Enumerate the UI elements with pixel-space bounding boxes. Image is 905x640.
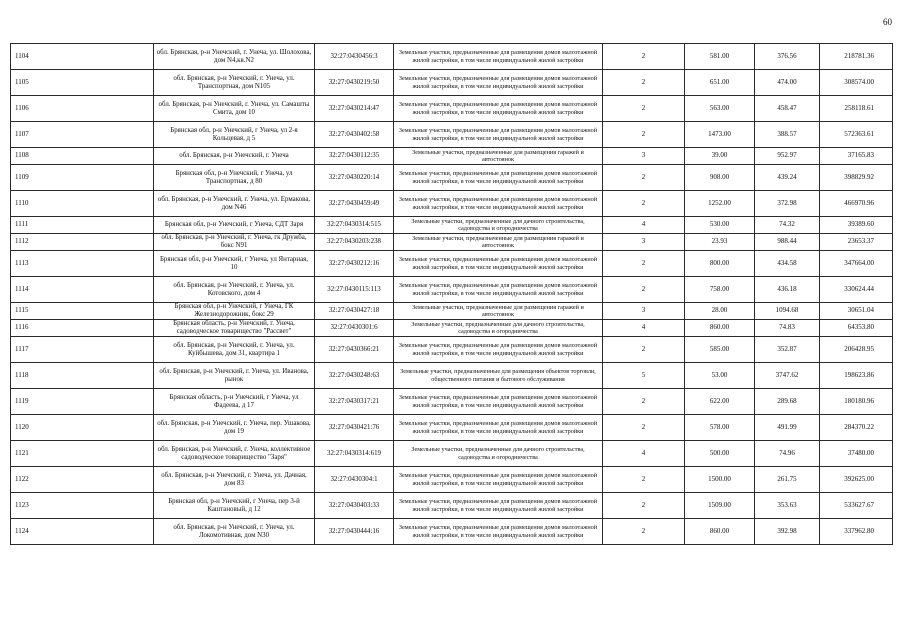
address-cell: обл. Брянская, р-н Унечский, г. Унеча, ул. Котовского, дом 4 bbox=[154, 277, 315, 303]
row-number: 1124 bbox=[11, 519, 154, 545]
cadastral-number-cell: 32:27:0430220:14 bbox=[315, 165, 394, 191]
area-cell: 800.00 bbox=[685, 251, 755, 277]
address-cell: обл. Брянская, р-н Унечский, г. Унеча, ул. Локомотивная, дом N30 bbox=[154, 519, 315, 545]
cadastral-value-cell: 206428.95 bbox=[820, 337, 893, 363]
page-number: 60 bbox=[883, 17, 892, 27]
unit-value-cell: 1094.68 bbox=[755, 303, 820, 320]
cadastral-value-cell: 37480.00 bbox=[820, 441, 893, 467]
address-cell: Брянская обл, р-н Унечский, г Унеча, СДТ Заря bbox=[154, 217, 315, 234]
address-cell: обл. Брянская, р-н Унечский, г. Унеча bbox=[154, 148, 315, 165]
cadastral-number-cell: 32:27:0430403:33 bbox=[315, 493, 394, 519]
row-number: 1109 bbox=[11, 165, 154, 191]
group-cell: 4 bbox=[603, 217, 685, 234]
table-row bbox=[11, 234, 893, 251]
land-use-cell: Земельные участки, предназначенные для размещения домов малоэтажной жилой застройки, в том числе индивидуальной жилой застройки bbox=[394, 519, 603, 545]
cadastral-number-cell: 32:27:0430112:35 bbox=[315, 148, 394, 165]
cadastral-value-cell: 198623.86 bbox=[820, 363, 893, 389]
area-cell: 651.00 bbox=[685, 70, 755, 96]
address-cell: обл. Брянская, р-н Унечский, г. Унеча, ул. Дачная, дом 83 bbox=[154, 467, 315, 493]
area-cell: 908.00 bbox=[685, 165, 755, 191]
cadastral-value-cell: 180180.96 bbox=[820, 389, 893, 415]
cadastral-value-cell: 392625.00 bbox=[820, 467, 893, 493]
address-cell: обл. Брянская, р-н Унечский, г. Унеча, ул. Шолохова, дом N4,кв.N2 bbox=[154, 44, 315, 70]
group-cell: 2 bbox=[603, 122, 685, 148]
unit-value-cell: 353.63 bbox=[755, 493, 820, 519]
unit-value-cell: 988.44 bbox=[755, 234, 820, 251]
group-cell: 3 bbox=[603, 234, 685, 251]
cadastral-value-cell: 347664.00 bbox=[820, 251, 893, 277]
table-row bbox=[11, 320, 893, 337]
area-cell: 1500.00 bbox=[685, 467, 755, 493]
area-cell: 622.00 bbox=[685, 389, 755, 415]
area-cell: 53.00 bbox=[685, 363, 755, 389]
group-cell: 2 bbox=[603, 277, 685, 303]
address-cell: обл. Брянская, р-н Унечский, г. Унеча, пер. Ушакова, дом 19 bbox=[154, 415, 315, 441]
address-cell: обл. Брянская, р-н Унечский, г. Унеча, ул. Самашты Смита, дом 10 bbox=[154, 96, 315, 122]
unit-value-cell: 74.32 bbox=[755, 217, 820, 234]
unit-value-cell: 392.98 bbox=[755, 519, 820, 545]
land-use-cell: Земельные участки, предназначенные для размещения домов малоэтажной жилой застройки, в том числе индивидуальной жилой застройки bbox=[394, 415, 603, 441]
area-cell: 758.00 bbox=[685, 277, 755, 303]
cadastral-value-cell: 330624.44 bbox=[820, 277, 893, 303]
unit-value-cell: 952.97 bbox=[755, 148, 820, 165]
cadastral-number-cell: 32:27:0430427:18 bbox=[315, 303, 394, 320]
table-row bbox=[11, 415, 893, 441]
group-cell: 3 bbox=[603, 303, 685, 320]
cadastral-number-cell: 32:27:0430219:50 bbox=[315, 70, 394, 96]
cadastral-number-cell: 32:27:0430304:1 bbox=[315, 467, 394, 493]
address-cell: обл. Брянская, р-н Унечский, г. Унеча, ул. Ермакова, дом N46 bbox=[154, 191, 315, 217]
unit-value-cell: 74.83 bbox=[755, 320, 820, 337]
group-cell: 2 bbox=[603, 389, 685, 415]
unit-value-cell: 439.24 bbox=[755, 165, 820, 191]
row-number: 1111 bbox=[11, 217, 154, 234]
group-cell: 2 bbox=[603, 70, 685, 96]
table-row bbox=[11, 70, 893, 96]
land-use-cell: Земельные участки, предназначенные для дачного строительства, садоводства и огородничества bbox=[394, 217, 603, 234]
area-cell: 500.00 bbox=[685, 441, 755, 467]
group-cell: 2 bbox=[603, 44, 685, 70]
unit-value-cell: 436.18 bbox=[755, 277, 820, 303]
unit-value-cell: 352.87 bbox=[755, 337, 820, 363]
table-row bbox=[11, 389, 893, 415]
land-use-cell: Земельные участки, предназначенные для дачного строительства, садоводства и огородничества bbox=[394, 320, 603, 337]
cadastral-number-cell: 32:27:0430115:113 bbox=[315, 277, 394, 303]
row-number: 1117 bbox=[11, 337, 154, 363]
row-number: 1116 bbox=[11, 320, 154, 337]
cadastral-number-cell: 32:27:0430214:47 bbox=[315, 96, 394, 122]
table-body bbox=[11, 44, 893, 545]
cadastral-number-cell: 32:27:0430248:63 bbox=[315, 363, 394, 389]
row-number: 1104 bbox=[11, 44, 154, 70]
address-cell: Брянская обл, р-н Унечский, г Унеча, ул Транспортная, д 80 bbox=[154, 165, 315, 191]
row-number: 1110 bbox=[11, 191, 154, 217]
cadastral-number-cell: 32:27:0430301:6 bbox=[315, 320, 394, 337]
row-number: 1118 bbox=[11, 363, 154, 389]
cadastral-value-cell: 39389.60 bbox=[820, 217, 893, 234]
address-cell: обл. Брянская, р-н Унечский, г. Унеча, гк Дружба, бокс N91 bbox=[154, 234, 315, 251]
cadastral-value-cell: 37165.83 bbox=[820, 148, 893, 165]
area-cell: 1473.00 bbox=[685, 122, 755, 148]
address-cell: обл. Брянская, р-н Унечский, г. Унеча, коллективное садоводческое товарищество "Заря" bbox=[154, 441, 315, 467]
land-use-cell: Земельные участки, предназначенные для размещения домов малоэтажной жилой застройки, в том числе индивидуальной жилой застройки bbox=[394, 191, 603, 217]
cadastral-value-cell: 218781.36 bbox=[820, 44, 893, 70]
cadastral-value-table bbox=[10, 43, 893, 545]
cadastral-number-cell: 32:27:0430459:49 bbox=[315, 191, 394, 217]
area-cell: 860.00 bbox=[685, 519, 755, 545]
address-cell: Брянская обл, р-н Унечский, г Унеча, ул 2-я Кольцевая, д 5 bbox=[154, 122, 315, 148]
area-cell: 1252.00 bbox=[685, 191, 755, 217]
group-cell: 2 bbox=[603, 191, 685, 217]
cadastral-value-cell: 64353.80 bbox=[820, 320, 893, 337]
group-cell: 2 bbox=[603, 467, 685, 493]
table-row bbox=[11, 96, 893, 122]
unit-value-cell: 388.57 bbox=[755, 122, 820, 148]
unit-value-cell: 289.68 bbox=[755, 389, 820, 415]
row-number: 1106 bbox=[11, 96, 154, 122]
table-row bbox=[11, 44, 893, 70]
unit-value-cell: 491.99 bbox=[755, 415, 820, 441]
address-cell: обл. Брянская, р-н Унечский, г. Унеча, ул. Куйбышева, дом 31, квартира 1 bbox=[154, 337, 315, 363]
row-number: 1121 bbox=[11, 441, 154, 467]
address-cell: обл. Брянская, р-н Унечский, г. Унеча, ул. Транспортная, дом N105 bbox=[154, 70, 315, 96]
area-cell: 530.00 bbox=[685, 217, 755, 234]
group-cell: 4 bbox=[603, 441, 685, 467]
table-row bbox=[11, 303, 893, 320]
land-use-cell: Земельные участки, предназначенные для размещения домов малоэтажной жилой застройки, в том числе индивидуальной жилой застройки bbox=[394, 493, 603, 519]
area-cell: 581.00 bbox=[685, 44, 755, 70]
cadastral-number-cell: 32:27:0430421:76 bbox=[315, 415, 394, 441]
table-row bbox=[11, 148, 893, 165]
row-number: 1122 bbox=[11, 467, 154, 493]
land-use-cell: Земельные участки, предназначенные для размещения гаражей и автостоянок bbox=[394, 303, 603, 320]
land-use-cell: Земельные участки, предназначенные для размещения домов малоэтажной жилой застройки, в том числе индивидуальной жилой застройки bbox=[394, 44, 603, 70]
land-use-cell: Земельные участки, предназначенные для размещения домов малоэтажной жилой застройки, в том числе индивидуальной жилой застройки bbox=[394, 122, 603, 148]
table-row bbox=[11, 191, 893, 217]
land-use-cell: Земельные участки, предназначенные для размещения домов малоэтажной жилой застройки, в том числе индивидуальной жилой застройки bbox=[394, 70, 603, 96]
land-use-cell: Земельные участки, предназначенные для размещения гаражей и автостоянок bbox=[394, 234, 603, 251]
cadastral-value-cell: 398829.92 bbox=[820, 165, 893, 191]
unit-value-cell: 458.47 bbox=[755, 96, 820, 122]
cadastral-value-cell: 284370.22 bbox=[820, 415, 893, 441]
cadastral-value-cell: 258118.61 bbox=[820, 96, 893, 122]
table-row bbox=[11, 519, 893, 545]
cadastral-number-cell: 32:27:0430444:16 bbox=[315, 519, 394, 545]
address-cell: Брянская обл, р-н Унечский, г Унеча, ГК Железнодорожник, бокс 29 bbox=[154, 303, 315, 320]
unit-value-cell: 376.56 bbox=[755, 44, 820, 70]
land-use-cell: Земельные участки, предназначенные для дачного строительства, садоводства и огородничества bbox=[394, 441, 603, 467]
group-cell: 2 bbox=[603, 493, 685, 519]
cadastral-value-cell: 337962.80 bbox=[820, 519, 893, 545]
land-use-cell: Земельные участки, предназначенные для размещения домов малоэтажной жилой застройки, в том числе индивидуальной жилой застройки bbox=[394, 251, 603, 277]
row-number: 1107 bbox=[11, 122, 154, 148]
row-number: 1119 bbox=[11, 389, 154, 415]
row-number: 1108 bbox=[11, 148, 154, 165]
table-row bbox=[11, 277, 893, 303]
area-cell: 563.00 bbox=[685, 96, 755, 122]
cadastral-number-cell: 32:27:0430366:21 bbox=[315, 337, 394, 363]
row-number: 1113 bbox=[11, 251, 154, 277]
address-cell: обл. Брянская, р-н Унечский, г. Унеча, ул. Иванова, рынок bbox=[154, 363, 315, 389]
land-use-cell: Земельные участки, предназначенные для размещения домов малоэтажной жилой застройки, в том числе индивидуальной жилой застройки bbox=[394, 165, 603, 191]
address-cell: Брянская область, р-н Унечский, г Унеча, ул Фадеева, д 17 bbox=[154, 389, 315, 415]
area-cell: 23.93 bbox=[685, 234, 755, 251]
cadastral-number-cell: 32:27:0430314:619 bbox=[315, 441, 394, 467]
table-row bbox=[11, 251, 893, 277]
land-use-cell: Земельные участки, предназначенные для размещения домов малоэтажной жилой застройки, в том числе индивидуальной жилой застройки bbox=[394, 96, 603, 122]
group-cell: 2 bbox=[603, 337, 685, 363]
table-row bbox=[11, 363, 893, 389]
group-cell: 2 bbox=[603, 96, 685, 122]
table-row bbox=[11, 217, 893, 234]
group-cell: 2 bbox=[603, 519, 685, 545]
unit-value-cell: 372.98 bbox=[755, 191, 820, 217]
area-cell: 1509.00 bbox=[685, 493, 755, 519]
area-cell: 28.00 bbox=[685, 303, 755, 320]
cadastral-value-cell: 572363.61 bbox=[820, 122, 893, 148]
cadastral-number-cell: 32:27:0430402:58 bbox=[315, 122, 394, 148]
cadastral-number-cell: 32:27:0430212:16 bbox=[315, 251, 394, 277]
area-cell: 860.00 bbox=[685, 320, 755, 337]
row-number: 1120 bbox=[11, 415, 154, 441]
area-cell: 585.00 bbox=[685, 337, 755, 363]
row-number: 1115 bbox=[11, 303, 154, 320]
cadastral-number-cell: 32:27:0430456:3 bbox=[315, 44, 394, 70]
table-row bbox=[11, 467, 893, 493]
cadastral-value-cell: 308574.00 bbox=[820, 70, 893, 96]
area-cell: 39.00 bbox=[685, 148, 755, 165]
row-number: 1112 bbox=[11, 234, 154, 251]
address-cell: Брянская обл, р-н Унечский, г Унеча, ул Янтарная, 10 bbox=[154, 251, 315, 277]
address-cell: Брянская область, р-н Унечский, г. Унеча, садоводческое товарищество "Рассвет" bbox=[154, 320, 315, 337]
land-use-cell: Земельные участки, предназначенные для размещения домов малоэтажной жилой застройки, в том числе индивидуальной жилой застройки bbox=[394, 337, 603, 363]
land-use-cell: Земельные участки, предназначенные для размещения объектов торговли, общественного питания и бытового обслуживания bbox=[394, 363, 603, 389]
group-cell: 3 bbox=[603, 148, 685, 165]
group-cell: 2 bbox=[603, 415, 685, 441]
cadastral-number-cell: 32:27:0430203:238 bbox=[315, 234, 394, 251]
table-row bbox=[11, 165, 893, 191]
land-use-cell: Земельные участки, предназначенные для размещения домов малоэтажной жилой застройки, в том числе индивидуальной жилой застройки bbox=[394, 277, 603, 303]
unit-value-cell: 474.00 bbox=[755, 70, 820, 96]
cadastral-value-cell: 30651.04 bbox=[820, 303, 893, 320]
unit-value-cell: 74.96 bbox=[755, 441, 820, 467]
land-use-cell: Земельные участки, предназначенные для размещения гаражей и автостоянок bbox=[394, 148, 603, 165]
address-cell: Брянская обл, р-н Унечский, г Унеча, пер 3-й Каштановый, д 12 bbox=[154, 493, 315, 519]
table-row bbox=[11, 337, 893, 363]
unit-value-cell: 261.75 bbox=[755, 467, 820, 493]
cadastral-value-cell: 533627.67 bbox=[820, 493, 893, 519]
unit-value-cell: 434.58 bbox=[755, 251, 820, 277]
table-row bbox=[11, 493, 893, 519]
row-number: 1114 bbox=[11, 277, 154, 303]
area-cell: 578.00 bbox=[685, 415, 755, 441]
cadastral-number-cell: 32:27:0430314:515 bbox=[315, 217, 394, 234]
cadastral-value-cell: 23653.37 bbox=[820, 234, 893, 251]
row-number: 1105 bbox=[11, 70, 154, 96]
table-row bbox=[11, 441, 893, 467]
group-cell: 2 bbox=[603, 251, 685, 277]
row-number: 1123 bbox=[11, 493, 154, 519]
table-row bbox=[11, 122, 893, 148]
land-use-cell: Земельные участки, предназначенные для размещения домов малоэтажной жилой застройки, в том числе индивидуальной жилой застройки bbox=[394, 389, 603, 415]
group-cell: 2 bbox=[603, 165, 685, 191]
group-cell: 4 bbox=[603, 320, 685, 337]
unit-value-cell: 3747.62 bbox=[755, 363, 820, 389]
cadastral-value-cell: 466970.96 bbox=[820, 191, 893, 217]
cadastral-number-cell: 32:27:0430317:21 bbox=[315, 389, 394, 415]
land-use-cell: Земельные участки, предназначенные для размещения домов малоэтажной жилой застройки, в том числе индивидуальной жилой застройки bbox=[394, 467, 603, 493]
group-cell: 5 bbox=[603, 363, 685, 389]
